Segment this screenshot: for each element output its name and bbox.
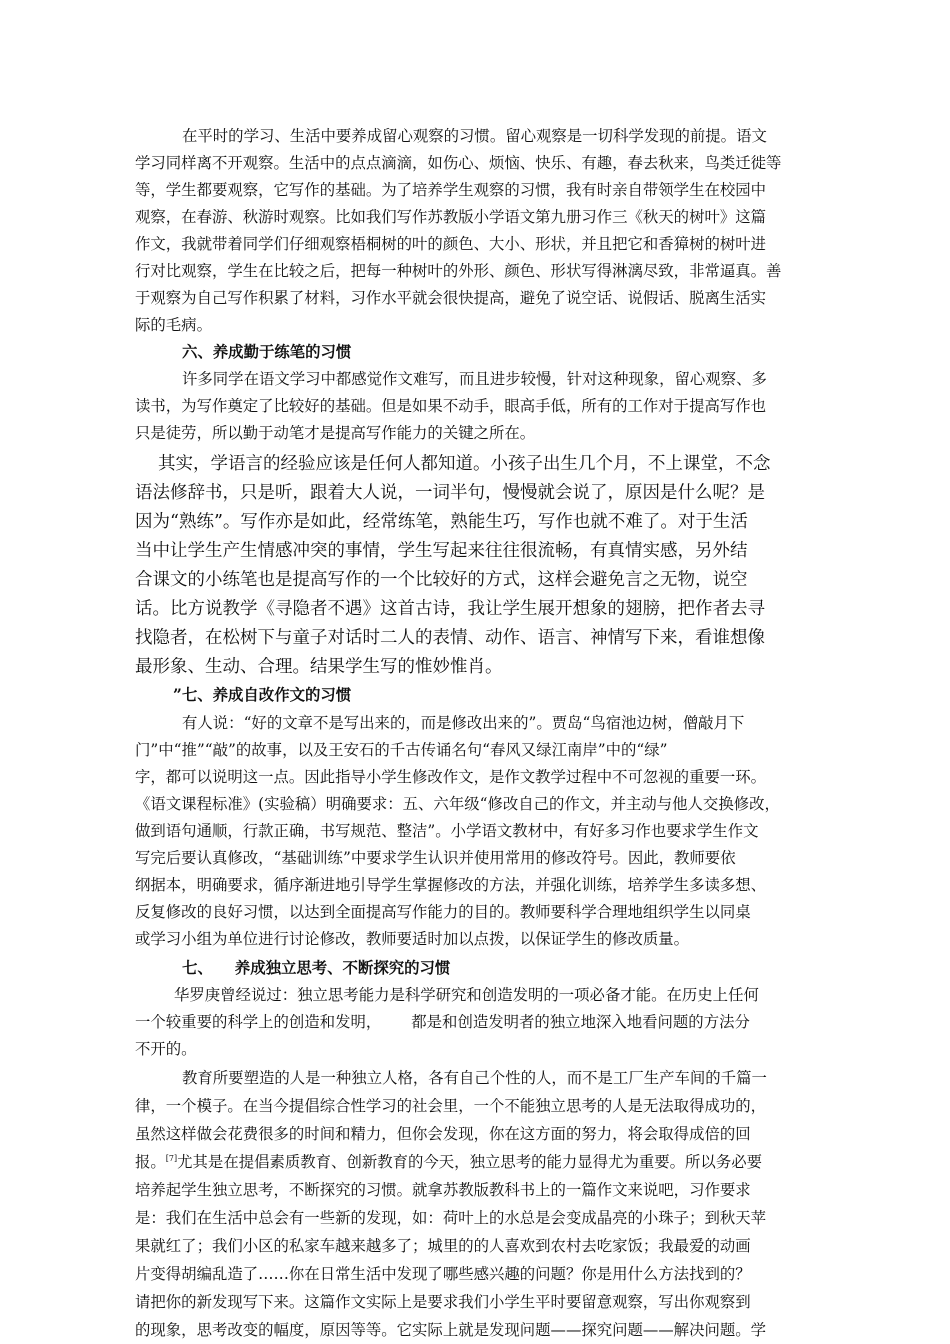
paragraph-revision-line: 字，都可以说明这一点。因此指导小学生修改作文，是作文教学过程中不可忽视的重要一环。: [135, 768, 767, 786]
paragraph-revision-line: 做到语句通顺，行款正确，书写规范、整洁”。小学语文教材中，有好多习作也要求学生作文: [135, 822, 759, 840]
paragraph-revision-line: 门”中“推”“敲”的故事，以及王安石的千古传诵名句“春风又绿江南岸”中的“绿”: [135, 741, 668, 759]
paragraph-revision-line: 纲据本，明确要求，循序渐进地引导学生掌握修改的方法，并强化训练，培养学生多读多想、: [135, 876, 767, 894]
paragraph-revision-line: 或学习小组为单位进行讨论修改，教师要适时加以点拨，以保证学生的修改质量。: [135, 930, 690, 948]
paragraph-language-line: 合课文的小练笔也是提高写作的一个比较好的方式，这样会避免言之无物，说空: [135, 570, 748, 590]
paragraph-education-line: 是：我们在生活中总会有一些新的发现，如：荷叶上的水总是会变成晶亮的小珠子；到秋天苹: [135, 1209, 767, 1227]
paragraph-observation-line: 于观察为自己写作积累了材料，习作水平就会很快提高，避免了说空话、说假话、脱离生活实: [135, 289, 767, 307]
section-heading: ”七、养成自改作文的习惯: [173, 686, 352, 704]
paragraph-education-line: 片变得胡编乱造了……你在日常生活中发现了哪些感兴趣的问题？你是用什么方法找到的？: [135, 1265, 751, 1283]
paragraph-language-line: 语法修辞书，只是听，跟着大人说，一词半句，慢慢就会说了，原因是什么呢？是: [135, 483, 765, 503]
paragraph-observation-line: 际的毛病。: [135, 316, 212, 334]
paragraph-observation-line: 学习同样离不开观察。生活中的点点滴滴，如伤心、烦恼、快乐、有趣，春去秋来，鸟类迁徙等: [135, 154, 782, 172]
paragraph-education-line: 的现象，思考改变的幅度，原因等等。它实际上就是发现问题——探究问题——解决问题。学: [135, 1321, 767, 1339]
paragraph-revision-line: 《语文课程标准》(实验稿）明确要求：五、六年级“修改自己的作文，并主动与他人交换修改，: [135, 795, 780, 813]
paragraph-education-line: 虽然这样做会花费很多的时间和精力，但你会发现，你在这方面的努力，将会取得成倍的回: [135, 1125, 751, 1143]
paragraph-practice-line: 读书，为写作奠定了比较好的基础。但是如果不动手，眼高手低，所有的工作对于提高写作也: [135, 397, 767, 415]
paragraph-revision-line: 反复修改的良好习惯，以达到全面提高写作能力的目的。教师要科学合理地组织学生以同桌: [135, 903, 751, 921]
paragraph-hua-line: 一个较重要的科学上的创造和发明， 都是和创造发明者的独立地深入地看问题的方法分: [135, 1013, 750, 1031]
paragraph-language-line: 当中让学生产生情感冲突的事情，学生写起来往往很流畅，有真情实感，另外结: [135, 541, 748, 561]
paragraph-practice-line: 只是徒劳，所以勤于动笔才是提高写作能力的关键之所在。: [135, 424, 536, 442]
section-heading: [0, 956, 950, 978]
paragraph-education-line: 培养起学生独立思考，不断探究的习惯。就拿苏教版教科书上的一篇作文来说吧，习作要求: [135, 1181, 751, 1199]
paragraph-hua-line: 华罗庚曾经说过：独立思考能力是科学研究和创造发明的一项必备才能。在历史上任何: [174, 986, 759, 1004]
paragraph-language-line: 最形象、生动、合理。结果学生写的惟妙惟肖。: [135, 657, 503, 677]
paragraph-practice-line: 许多同学在语文学习中都感觉作文难写，而且进步较慢，针对这种现象，留心观察、多: [182, 370, 767, 388]
paragraph-education-line: 果就红了；我们小区的私家车越来越多了；城里的的人喜欢到农村去吃家饭；我最爱的动画: [135, 1237, 751, 1255]
paragraph-language-line: 其实，学语言的经验应该是任何人都知道。小孩子出生几个月，不上课堂，不念: [158, 454, 771, 474]
paragraph-observation-line: 作文，我就带着同学们仔细观察梧桐树的叶的颜色、大小、形状，并且把它和香獐树的树叶进: [135, 235, 767, 253]
paragraph-education-line: 报。[7]尤其是在提倡素质教育、创新教育的今天，独立思考的能力显得尤为重要。所以务必要: [135, 1153, 762, 1171]
heading-text: 养成独立思考、不断探究的习惯: [234, 959, 451, 977]
heading-number: 七、: [182, 959, 213, 977]
paragraph-language-line: 话。比方说教学《寻隐者不遇》这首古诗，我让学生展开想象的翅膀，把作者去寻: [135, 599, 765, 619]
paragraph-revision-line: 写完后要认真修改，“基础训练”中要求学生认识并使用常用的修改符号。因此，教师要依: [135, 849, 736, 867]
section-heading: 六、养成勤于练笔的习惯: [182, 343, 352, 361]
paragraph-language-line: 找隐者，在松树下与童子对话时二人的表情、动作、语言、神情写下来，看谁想像: [135, 628, 765, 648]
paragraph-hua-line: 不开的。: [135, 1040, 197, 1058]
paragraph-revision-line: 有人说：“好的文章不是写出来的，而是修改出来的”。贾岛“鸟宿池边树，僧敲月下: [182, 714, 745, 732]
paragraph-observation-line: 行对比观察，学生在比较之后，把每一种树叶的外形、颜色、形状写得淋漓尽致，非常逼真。善: [135, 262, 782, 280]
paragraph-observation-line: 等，学生都要观察，它写作的基础。为了培养学生观察的习惯，我有时亲自带领学生在校园中: [135, 181, 767, 199]
paragraph-education-line: 教育所要塑造的人是一种独立人格，各有自己个性的人，而不是工厂生产车间的千篇一: [182, 1069, 767, 1087]
paragraph-observation-line: 在平时的学习、生活中要养成留心观察的习惯。留心观察是一切科学发现的前提。语文: [182, 127, 767, 145]
citation-ref: [7]: [165, 1154, 178, 1163]
paragraph-language-line: 因为“熟练”。写作亦是如此，经常练笔，熟能生巧，写作也就不难了。对于生活: [135, 512, 748, 532]
paragraph-observation-line: 观察，在春游、秋游时观察。比如我们写作苏教版小学语文第九册习作三《秋天的树叶》这篇: [135, 208, 767, 226]
paragraph-education-line: 律，一个模子。在当今提倡综合性学习的社会里，一个不能独立思考的人是无法取得成功的，: [135, 1097, 767, 1115]
paragraph-education-line: 请把你的新发现写下来。这篇作文实际上是要求我们小学生平时要留意观察，写出你观察到: [135, 1293, 751, 1311]
